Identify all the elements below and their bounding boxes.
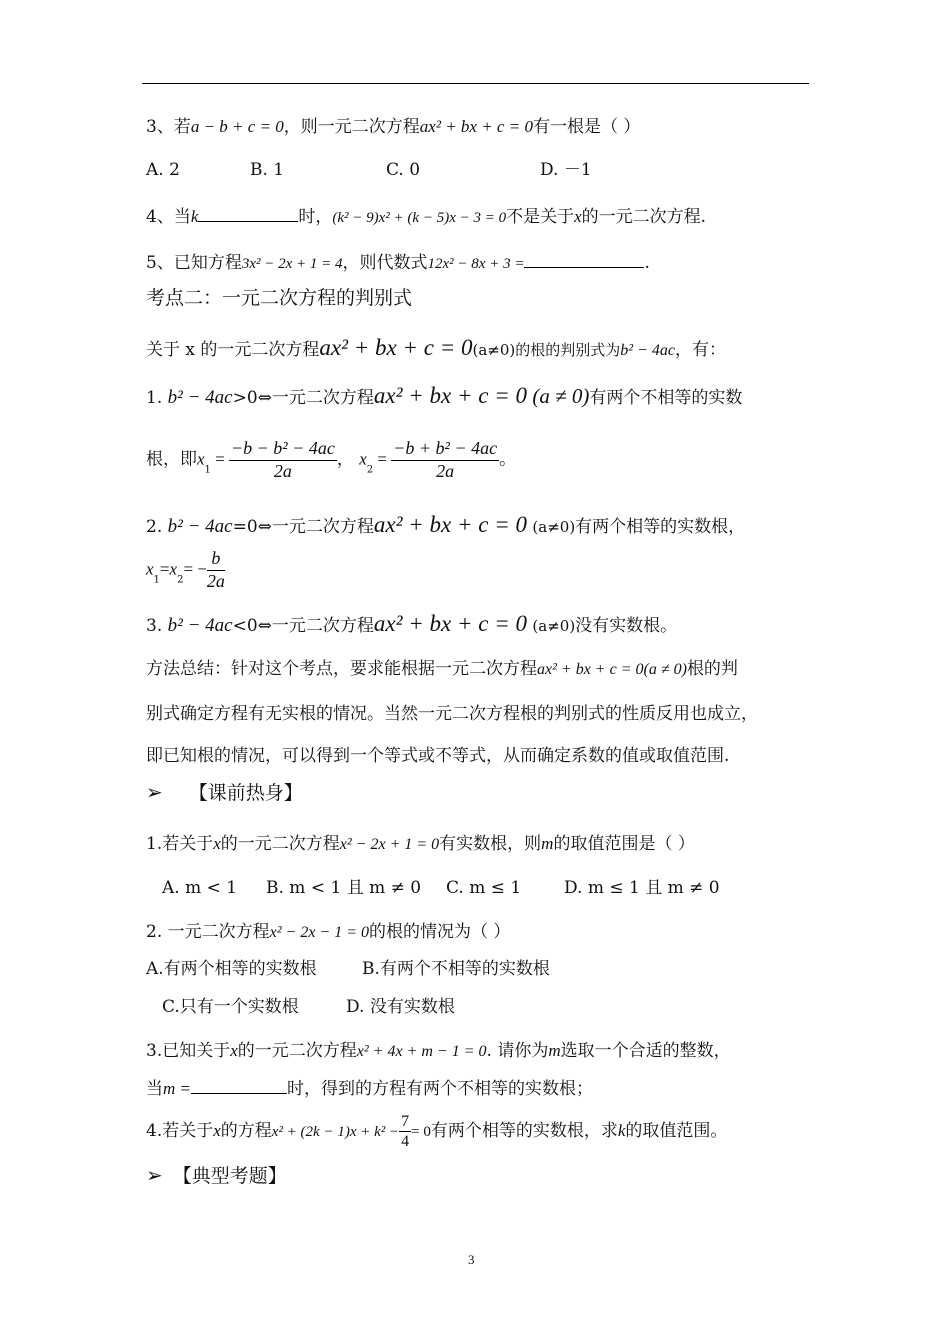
case-2 xyxy=(146,511,745,539)
case3-relation: <0⇔一元二次方程 xyxy=(232,616,374,636)
case2-equation: ax² + bx + c = 0 xyxy=(373,512,527,537)
w4-equation-b: = 0 xyxy=(411,1124,431,1141)
w4-k: k xyxy=(617,1121,626,1141)
w3-prefix: 3.已知关于 xyxy=(146,1041,231,1061)
case2-relation: =0⇔一元二次方程 xyxy=(232,517,374,537)
warmup-heading xyxy=(146,780,303,805)
equal-root-denominator: 2a xyxy=(206,570,225,591)
case3-suffix: 没有实数根。 xyxy=(575,616,678,636)
roots-separator: ， xyxy=(336,449,354,470)
q5-expression: 12x² − 8x + 3 = xyxy=(427,256,525,272)
w4-suffix: 的取值范围。 xyxy=(625,1121,728,1142)
x2-subscript: 2 xyxy=(366,464,374,476)
q4-mid: 时， xyxy=(298,207,333,227)
summary-line-3: 即已知根的情况，可以得到一个等式或不等式，从而确定系数的值或取值范围. xyxy=(146,746,730,766)
w3-blank xyxy=(191,1077,287,1094)
q5-mid: ，则代数式 xyxy=(342,253,428,273)
case-3 xyxy=(146,610,677,638)
typical-heading xyxy=(146,1163,287,1188)
w1-option-a: A. m < 1 xyxy=(162,878,238,898)
equal-sign-1: = xyxy=(159,559,170,579)
summary-text-a: 方法总结：针对这个考点，要求能根据一元二次方程 xyxy=(146,659,537,679)
w3-mid2: . 请你为 xyxy=(486,1041,549,1061)
q5-suffix: . xyxy=(644,253,650,273)
x2-numerator: −b + b² − 4ac xyxy=(391,438,499,461)
case2-condition: (a≠0) xyxy=(532,518,576,536)
w2-equation: x² − 2x − 1 = 0 xyxy=(269,924,370,941)
w2-option-d: D. 没有实数根 xyxy=(346,997,455,1017)
intro-prefix: 关于 x 的一元二次方程 xyxy=(146,340,320,360)
w2-prefix: 2. 一元二次方程 xyxy=(146,922,270,942)
case1-equation: ax² + bx + c = 0 xyxy=(373,383,527,408)
w2-options-row-1 xyxy=(146,959,550,979)
w3-m: m xyxy=(548,1041,561,1060)
w3-equation: x² + 4x + m − 1 = 0 xyxy=(356,1043,487,1060)
x2-fraction xyxy=(391,438,499,482)
q4-suffix-b: 的一元二次方程. xyxy=(581,207,707,227)
question-3 xyxy=(146,117,640,137)
q3-options xyxy=(146,160,592,180)
w3-line-2 xyxy=(146,1077,593,1099)
warmup-2 xyxy=(146,922,510,942)
equal-root-fraction xyxy=(207,548,225,592)
warmup-4 xyxy=(146,1112,727,1151)
q4-blank xyxy=(198,205,298,222)
equal-x2-subscript: 2 xyxy=(177,574,184,586)
case3-number: 3. xyxy=(146,616,163,636)
q3-condition: a − b + c = 0 xyxy=(190,117,284,136)
w2-option-a: A.有两个相等的实数根 xyxy=(146,959,317,979)
w3-line2-prefix: 当 xyxy=(146,1079,163,1099)
case1-number: 1. xyxy=(146,388,163,408)
w4-prefix: 4.若关于 xyxy=(146,1121,214,1142)
w2-options-row-2 xyxy=(162,997,455,1017)
x1-subscript: 1 xyxy=(204,464,211,476)
summary-line-1 xyxy=(146,659,738,679)
q3-suffix: 有一根是（ ） xyxy=(532,117,641,137)
intro-discriminant: b² − 4ac xyxy=(620,342,675,359)
w4-denominator: 4 xyxy=(401,1133,410,1151)
summary-text-b: 根的判 xyxy=(686,659,738,679)
header-rule xyxy=(142,83,809,84)
w1-option-b: B. m < 1 且 m ≠ 0 xyxy=(266,878,422,898)
w1-option-d: D. m ≤ 1 且 m ≠ 0 xyxy=(564,878,720,898)
case2-discriminant: b² − 4ac xyxy=(167,516,233,537)
case1-condition: (a ≠ 0) xyxy=(532,384,590,408)
w1-suffix: 的取值范围是（ ） xyxy=(553,834,695,854)
equal-x2-var: x xyxy=(169,559,178,579)
roots-suffix: 。 xyxy=(499,449,517,470)
q3-option-c: C. 0 xyxy=(386,160,421,180)
equal-roots-formula xyxy=(146,548,225,592)
q4-var: k xyxy=(190,207,199,226)
w3-mid: 的一元二次方程 xyxy=(237,1041,357,1061)
w2-suffix: 的根的情况为（ ） xyxy=(369,922,511,942)
roots-formula: 根，即$x_1$ = $\frac{\text{−b − b² − 4ac}}{2a}$ ， $x_2$ = $\frac{\text{−b + b² − 4ac}}{2a}$ 。 xyxy=(146,438,517,481)
q4-x: x xyxy=(574,207,582,226)
q5-blank xyxy=(524,251,644,268)
w3-x: x xyxy=(230,1041,238,1060)
q5-prefix: 5、已知方程 xyxy=(146,253,242,273)
w3-suffix: 选取一个合适的整数， xyxy=(560,1041,731,1061)
w2-option-b: B.有两个不相等的实数根 xyxy=(362,959,550,979)
w1-x: x xyxy=(213,834,221,853)
warmup-1 xyxy=(146,834,695,854)
q3-equation: ax² + bx + c = 0 xyxy=(419,117,533,136)
q4-prefix: 4、当 xyxy=(146,207,191,227)
case1-relation: >0⇔一元二次方程 xyxy=(232,388,374,408)
q3-option-b: B. 1 xyxy=(250,160,285,180)
w3-line2-m: m = xyxy=(163,1079,191,1098)
summary-equation: ax² + bx + c = 0(a ≠ 0) xyxy=(537,661,687,678)
w4-mid: 的方程 xyxy=(220,1121,272,1142)
arrow-bullet-icon: ➢ xyxy=(146,1163,163,1187)
w1-options xyxy=(162,878,720,898)
equal-x1-subscript: 1 xyxy=(153,574,160,586)
w4-x: x xyxy=(213,1121,221,1141)
case3-equation: ax² + bx + c = 0 xyxy=(373,611,527,636)
roots-prefix: 根，即 xyxy=(146,449,197,470)
intro-condition: (a≠0)的根的判别式为 xyxy=(472,341,621,359)
q4-equation: (k² − 9)x² + (k − 5)x − 3 = 0 xyxy=(332,210,507,226)
x1-fraction xyxy=(229,438,337,482)
w2-option-c: C.只有一个实数根 xyxy=(162,997,299,1017)
page-number: 3 xyxy=(468,1252,475,1267)
equal-x1-var: x xyxy=(146,559,154,579)
q4-suffix-a: 不是关于 xyxy=(506,207,575,227)
w1-mid2: 有实数根，则 xyxy=(439,834,542,854)
x1-var: x xyxy=(197,449,205,469)
x1-denominator: 2a xyxy=(273,460,292,481)
w1-m: m xyxy=(541,834,554,853)
w4-mid2: 有两个相等的实数根，求 xyxy=(430,1121,618,1142)
w3-line2-suffix: 时，得到的方程有两个不相等的实数根； xyxy=(287,1079,593,1099)
x2-var: x xyxy=(359,449,367,469)
q3-prefix: 3、若 xyxy=(146,117,191,137)
equal-sign-2: = − xyxy=(183,559,207,579)
equal-root-numerator: b xyxy=(207,548,225,571)
question-5 xyxy=(146,251,650,273)
case1-discriminant: b² − 4ac xyxy=(167,387,233,408)
discriminant-intro xyxy=(146,334,726,362)
w1-mid: 的一元二次方程 xyxy=(220,834,340,854)
case3-condition: (a≠0) xyxy=(532,617,576,635)
section-2-title: 考点二：一元二次方程的判别式 xyxy=(146,287,413,309)
case2-suffix: 有两个相等的实数根， xyxy=(575,517,746,537)
q3-option-d: D. －1 xyxy=(540,160,592,180)
q3-mid: ，则一元二次方程 xyxy=(283,117,420,137)
w1-prefix: 1.若关于 xyxy=(146,834,214,854)
typical-title: 【典型考题】 xyxy=(172,1165,287,1187)
x2-denominator: 2a xyxy=(436,460,455,481)
w1-option-c: C. m ≤ 1 xyxy=(446,878,522,898)
w4-fraction xyxy=(399,1112,411,1151)
warmup-title: 【课前热身】 xyxy=(188,782,303,804)
summary-line-2: 别式确定方程有无实根的情况。当然一元二次方程根的判别式的性质反用也成立， xyxy=(146,704,758,724)
question-4 xyxy=(146,205,706,227)
arrow-bullet-icon: ➢ xyxy=(146,780,163,804)
q3-option-a: A. 2 xyxy=(146,160,180,180)
case3-discriminant: b² − 4ac xyxy=(167,615,233,636)
w1-equation: x² − 2x + 1 = 0 xyxy=(339,836,440,853)
intro-equation: ax² + bx + c = 0 xyxy=(319,335,473,360)
w4-numerator: 7 xyxy=(399,1112,411,1132)
q5-equation: 3x² − 2x + 1 = 4 xyxy=(241,256,343,272)
intro-suffix: ，有： xyxy=(674,340,726,360)
w4-equation-a: x² + (2k − 1)x + k² − xyxy=(271,1124,400,1141)
case-1 xyxy=(146,382,742,410)
warmup-3 xyxy=(146,1041,731,1061)
case2-number: 2. xyxy=(146,517,163,537)
case1-suffix: 有两个不相等的实数 xyxy=(589,388,743,408)
x1-numerator: −b − b² − 4ac xyxy=(229,438,337,461)
